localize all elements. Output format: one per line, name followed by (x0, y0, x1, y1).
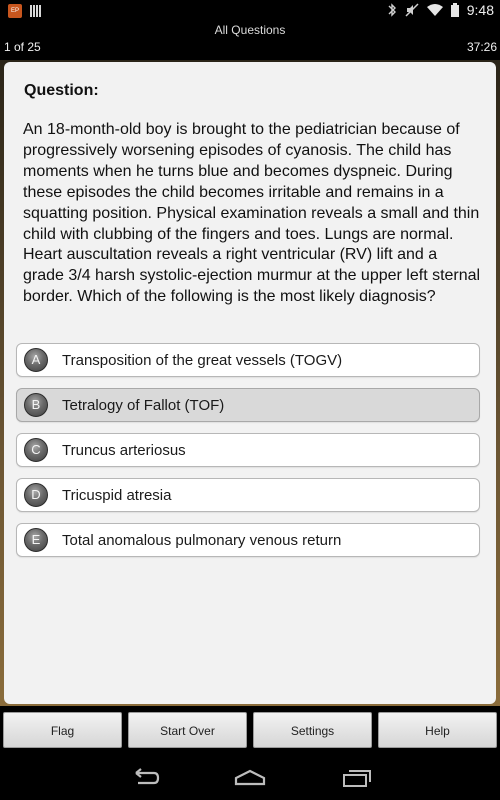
answer-letter-badge: B (24, 393, 48, 417)
status-bar (0, 0, 500, 22)
status-left (8, 4, 41, 18)
screen-title: All Questions (214, 23, 286, 37)
bluetooth-icon (387, 3, 397, 17)
back-icon[interactable] (130, 768, 160, 788)
wifi-icon (427, 4, 443, 17)
battery-icon (451, 3, 459, 17)
answer-letter-badge: D (24, 483, 48, 507)
start-over-button[interactable]: Start Over (128, 712, 247, 748)
barcode-icon (30, 5, 41, 17)
help-button[interactable]: Help (378, 712, 497, 748)
answer-text: Total anomalous pulmonary venous return (62, 532, 342, 549)
question-progress: 1 of 25 (4, 40, 41, 54)
app-notification-icon: EP (8, 4, 22, 18)
answer-option-b[interactable] (16, 388, 480, 422)
answer-text: Truncus arteriosus (62, 442, 186, 459)
mute-icon (405, 3, 419, 17)
status-time: 9:48 (466, 2, 494, 18)
answer-option-e[interactable] (16, 523, 480, 557)
settings-button[interactable]: Settings (253, 712, 372, 748)
recent-apps-icon[interactable] (342, 768, 372, 788)
system-nav-bar (0, 756, 500, 800)
question-heading: Question: (24, 82, 99, 99)
timer: 37:26 (466, 40, 497, 54)
action-bar (0, 706, 500, 756)
answer-letter-badge: A (24, 348, 48, 372)
status-right (387, 2, 494, 18)
answer-option-d[interactable] (16, 478, 480, 512)
answer-option-c[interactable] (16, 433, 480, 467)
question-card (4, 62, 496, 704)
answer-list (16, 343, 480, 568)
answer-text: Transposition of the great vessels (TOGV) (62, 352, 343, 369)
flag-button[interactable]: Flag (3, 712, 122, 748)
answer-text: Tetralogy of Fallot (TOF) (62, 397, 225, 414)
question-text: An 18-month-old boy is brought to the pediatrician because of progressively worsening episodes of cyanosis. The child has moments when he turns blue and becomes dyspneic. During these episodes the child becomes irritable and remains in a squatting position. Physical examination reveals a small and thin child with clubbing of the fingers and toes. Lungs are normal. Heart auscultation reveals a right ventricular (RV) lift and a grade 3/4 harsh systolic-ejection murmur at the upper left sternal border. Which of the following is the most likely diagnosis? (23, 121, 481, 306)
answer-letter-badge: C (24, 438, 48, 462)
home-icon[interactable] (234, 768, 266, 788)
answer-text: Tricuspid atresia (62, 487, 172, 504)
answer-option-a[interactable] (16, 343, 480, 377)
answer-letter-badge: E (24, 528, 48, 552)
